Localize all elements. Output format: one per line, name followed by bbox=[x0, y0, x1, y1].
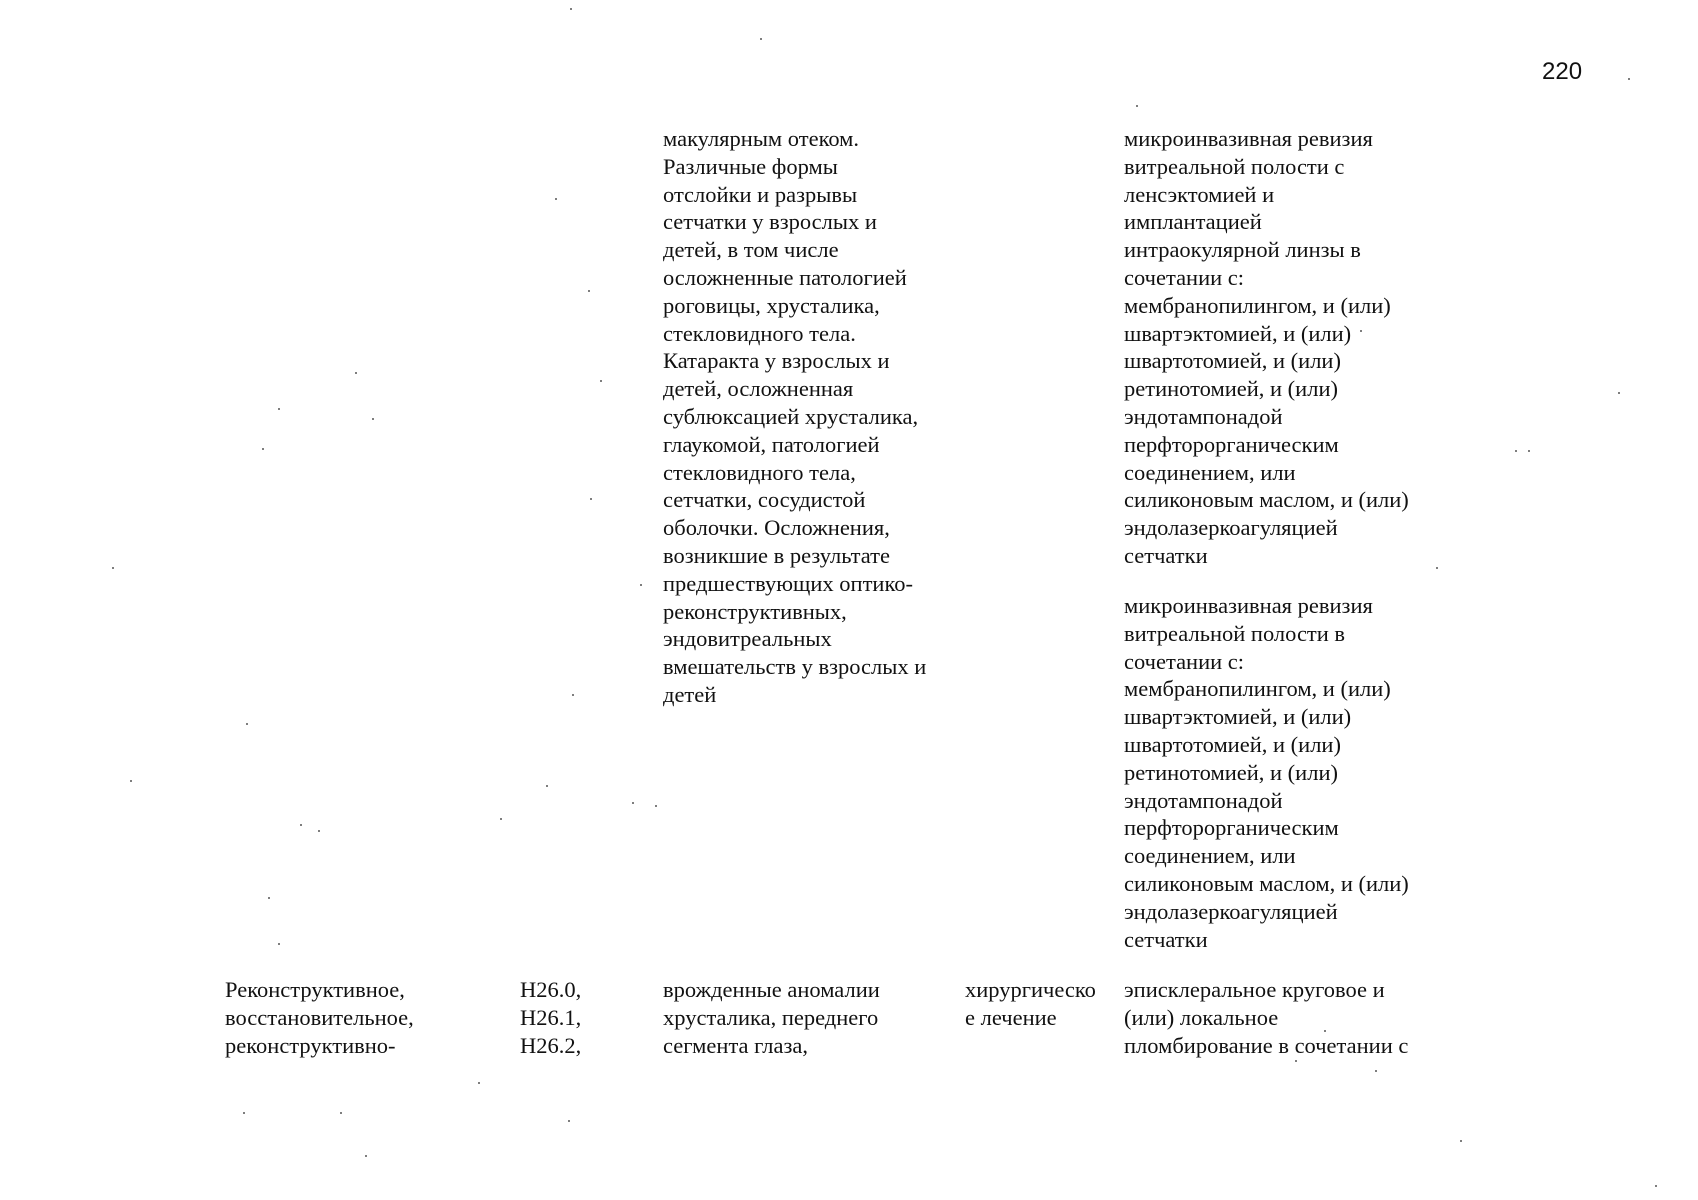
scan-speck bbox=[300, 824, 302, 826]
description-line: хрусталика, переднего bbox=[663, 1004, 879, 1030]
description-line: вмешательств у взрослых и bbox=[663, 654, 927, 680]
procedure-line: эндотампонадой bbox=[1124, 403, 1283, 429]
scan-speck bbox=[555, 198, 557, 200]
scan-speck bbox=[112, 567, 114, 569]
description-line: сетчатки, сосудистой bbox=[663, 487, 866, 513]
description-line: сублюксацией хрусталика, bbox=[663, 403, 919, 429]
description-line: предшествующих оптико- bbox=[663, 570, 913, 596]
description-line: стекловидного тела, bbox=[663, 459, 856, 485]
scan-speck bbox=[1655, 1185, 1657, 1187]
scan-speck bbox=[243, 1112, 245, 1114]
description-line: роговицы, хрусталика, bbox=[663, 292, 880, 318]
procedure-line: сочетании с: bbox=[1124, 648, 1245, 674]
scan-speck bbox=[588, 290, 590, 292]
row2-icd-codes bbox=[520, 976, 581, 1059]
procedure-line: эписклеральное круговое и bbox=[1124, 977, 1385, 1002]
scan-speck bbox=[262, 448, 264, 450]
description-line: детей bbox=[663, 681, 717, 707]
intervention-name-line: реконструктивно- bbox=[225, 1032, 396, 1058]
row1-procedure-a bbox=[1124, 125, 1409, 570]
procedure-line: силиконовым маслом, и (или) bbox=[1124, 870, 1409, 896]
description-line: макулярным отеком. bbox=[663, 126, 860, 151]
procedure-line: сочетании с: bbox=[1124, 264, 1245, 290]
description-line: сетчатки у взрослых и bbox=[663, 209, 877, 235]
scan-speck bbox=[570, 8, 572, 10]
scan-speck bbox=[546, 785, 548, 787]
procedure-line: швартотомией, и (или) bbox=[1124, 348, 1341, 374]
procedure-line: интраокулярной линзы в bbox=[1124, 237, 1361, 263]
icd-code-line: H26.2, bbox=[520, 1032, 582, 1058]
scan-speck bbox=[1618, 392, 1620, 394]
procedure-line: швартэктомией, и (или) bbox=[1124, 704, 1352, 730]
row2-treatment-type bbox=[965, 976, 1096, 1032]
scan-speck bbox=[1628, 78, 1630, 80]
scan-speck bbox=[640, 584, 642, 586]
procedure-line: микроинвазивная ревизия bbox=[1124, 126, 1373, 151]
procedure-line: перфторорганическим bbox=[1124, 431, 1339, 457]
intervention-name-line: Реконструктивное, bbox=[225, 977, 405, 1002]
procedure-line: ленсэктомией и bbox=[1124, 181, 1275, 207]
scan-speck bbox=[600, 380, 602, 382]
procedure-line: пломбирование в сочетании с bbox=[1124, 1032, 1409, 1058]
scan-speck bbox=[1360, 330, 1362, 332]
procedure-line: соединением, или bbox=[1124, 459, 1296, 485]
scan-speck bbox=[340, 1112, 342, 1114]
icd-code-line: H26.1, bbox=[520, 1004, 582, 1030]
row1-description bbox=[663, 125, 926, 709]
description-line: отслойки и разрывы bbox=[663, 181, 858, 207]
description-line: глаукомой, патологией bbox=[663, 431, 880, 457]
procedure-line: витреальной полости с bbox=[1124, 153, 1345, 179]
procedure-line: ретинотомией, и (или) bbox=[1124, 376, 1338, 402]
scan-speck bbox=[1460, 1140, 1462, 1142]
row1-procedure-b bbox=[1124, 592, 1409, 953]
scan-speck bbox=[1136, 105, 1138, 107]
scan-speck bbox=[278, 408, 280, 410]
scan-speck bbox=[500, 818, 502, 820]
scan-speck bbox=[318, 830, 320, 832]
scan-speck bbox=[1515, 450, 1517, 452]
procedure-line: мембранопилингом, и (или) bbox=[1124, 292, 1391, 318]
procedure-line: швартэктомией, и (или) bbox=[1124, 320, 1352, 346]
scan-speck bbox=[1324, 1030, 1326, 1032]
procedure-line: эндолазеркоагуляцией bbox=[1124, 515, 1338, 541]
row2-procedure bbox=[1124, 976, 1408, 1059]
treatment-type-line: е лечение bbox=[965, 1004, 1057, 1030]
description-line: оболочки. Осложнения, bbox=[663, 515, 890, 541]
scan-speck bbox=[568, 1120, 570, 1122]
scan-speck bbox=[632, 802, 634, 804]
scan-speck bbox=[130, 780, 132, 782]
procedure-line: микроинвазивная ревизия bbox=[1124, 593, 1373, 618]
description-line: стекловидного тела. bbox=[663, 320, 856, 346]
description-line: врожденные аномалии bbox=[663, 977, 880, 1002]
description-line: детей, в том числе bbox=[663, 237, 839, 263]
procedure-line: соединением, или bbox=[1124, 843, 1296, 869]
treatment-type-line: хирургическо bbox=[965, 977, 1096, 1002]
procedure-line: швартотомией, и (или) bbox=[1124, 731, 1341, 757]
procedure-line: перфторорганическим bbox=[1124, 815, 1339, 841]
description-line: Различные формы bbox=[663, 153, 838, 179]
scan-speck bbox=[372, 418, 374, 420]
scan-speck bbox=[246, 723, 248, 725]
procedure-line: сетчатки bbox=[1124, 926, 1208, 952]
scan-speck bbox=[355, 372, 357, 374]
procedure-line: мембранопилингом, и (или) bbox=[1124, 676, 1391, 702]
description-line: эндовитреальных bbox=[663, 626, 832, 652]
scan-speck bbox=[478, 1082, 480, 1084]
scan-speck bbox=[1295, 1060, 1297, 1062]
procedure-line: эндолазеркоагуляцией bbox=[1124, 898, 1338, 924]
description-line: Катаракта у взрослых и bbox=[663, 348, 890, 374]
procedure-line: сетчатки bbox=[1124, 542, 1208, 568]
scan-speck bbox=[1528, 450, 1530, 452]
scan-speck bbox=[365, 1155, 367, 1157]
icd-code-line: H26.0, bbox=[520, 977, 582, 1002]
procedure-line: витреальной полости в bbox=[1124, 620, 1346, 646]
page-number: 220 bbox=[1542, 58, 1583, 85]
description-line: возникшие в результате bbox=[663, 542, 890, 568]
scan-speck bbox=[655, 805, 657, 807]
description-line: реконструктивных, bbox=[663, 598, 847, 624]
description-line: детей, осложненная bbox=[663, 376, 854, 402]
scan-speck bbox=[1375, 1070, 1377, 1072]
scan-speck bbox=[590, 498, 592, 500]
procedure-line: имплантацией bbox=[1124, 209, 1262, 235]
procedure-line: силиконовым маслом, и (или) bbox=[1124, 487, 1409, 513]
description-line: сегмента глаза, bbox=[663, 1032, 808, 1058]
intervention-name-line: восстановительное, bbox=[225, 1004, 414, 1030]
scan-speck bbox=[278, 943, 280, 945]
description-line: осложненные патологией bbox=[663, 264, 907, 290]
procedure-line: ретинотомией, и (или) bbox=[1124, 759, 1338, 785]
scan-speck bbox=[1436, 567, 1438, 569]
row2-intervention-name bbox=[225, 976, 414, 1059]
procedure-line: эндотампонадой bbox=[1124, 787, 1283, 813]
scan-speck bbox=[572, 694, 574, 696]
scan-speck bbox=[760, 38, 762, 40]
procedure-line: (или) локальное bbox=[1124, 1004, 1279, 1030]
scan-speck bbox=[268, 897, 270, 899]
row2-description bbox=[663, 976, 880, 1059]
